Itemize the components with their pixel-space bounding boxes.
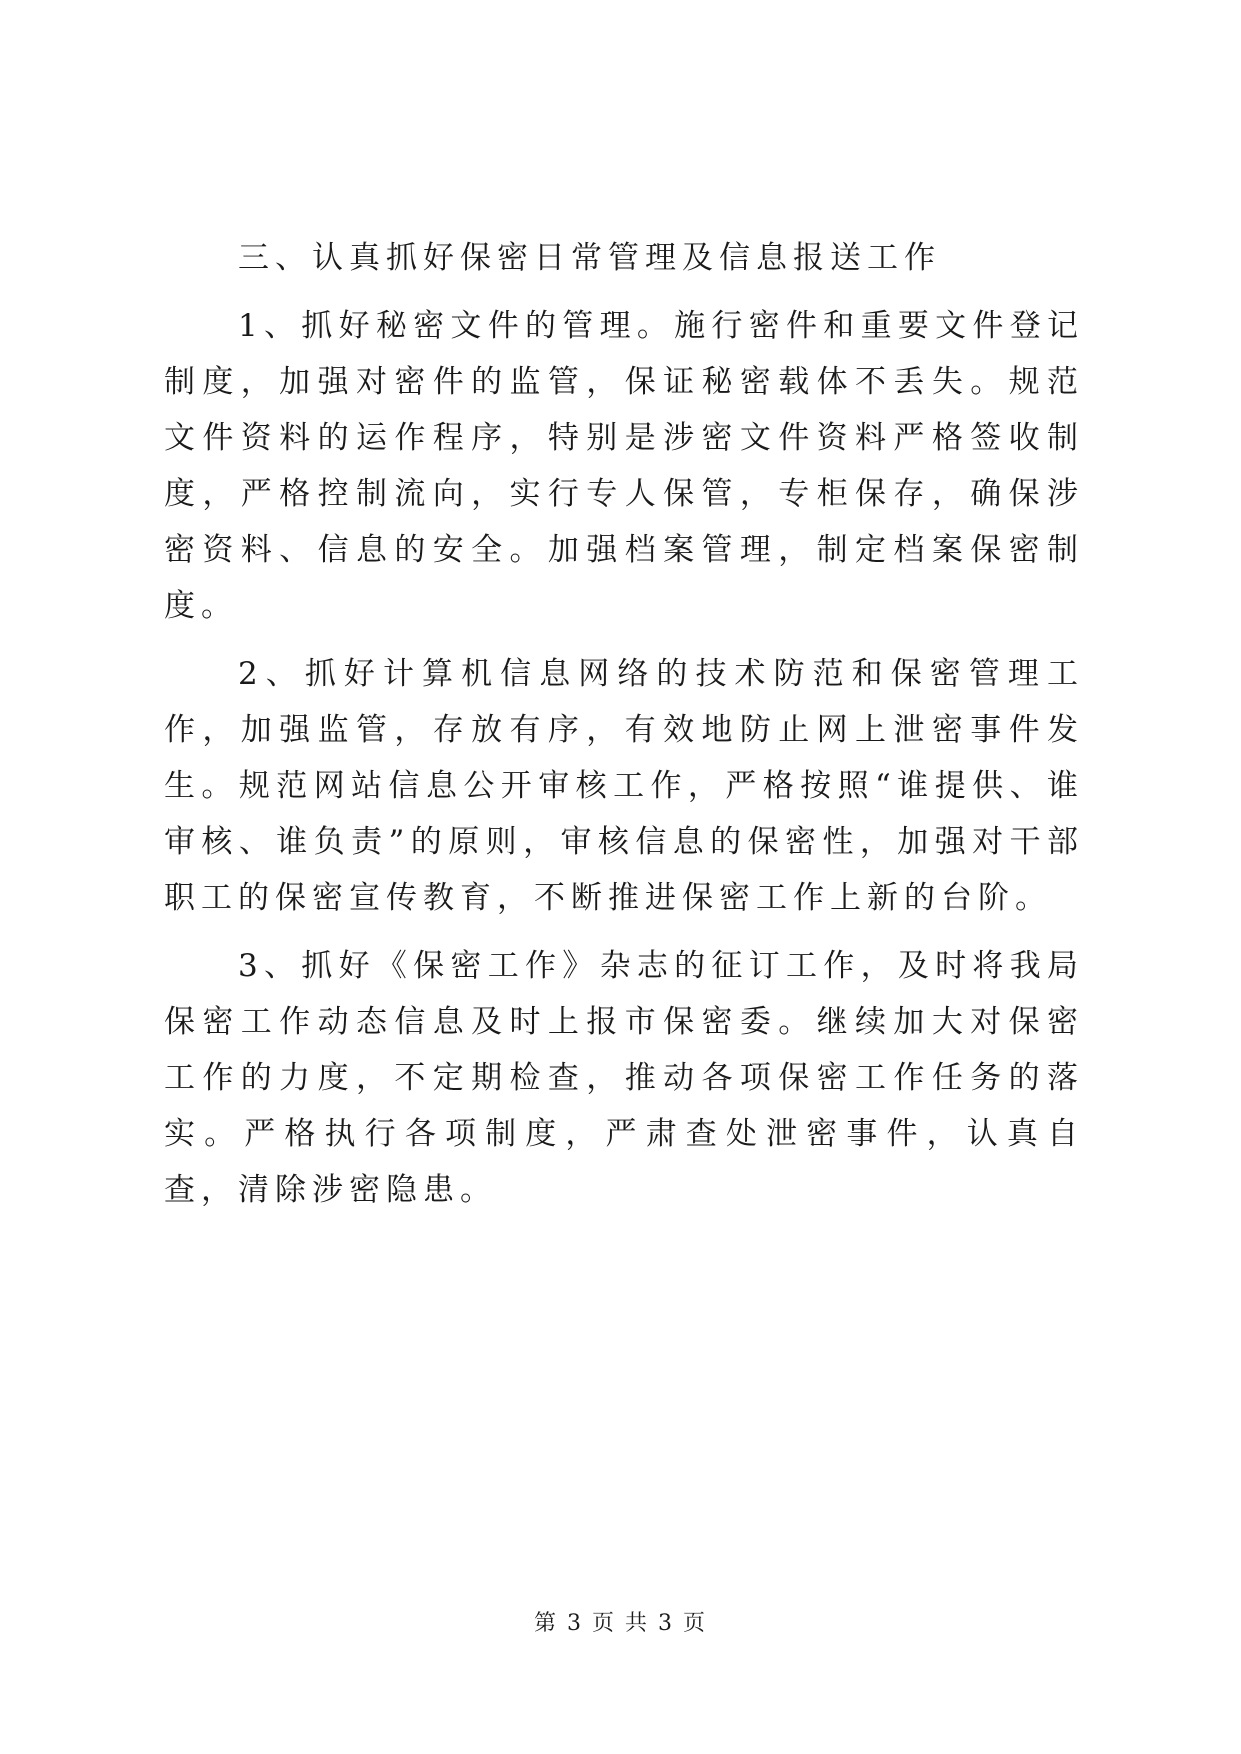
paragraph-2: 2、抓好计算机信息网络的技术防范和保密管理工作，加强监管，存放有序，有效地防止网上泄密事件发生。规范网站信息公开审核工作，严格按照“谁提供、谁审核、谁负责”的原则，审核信息的保密性，加强对干部职工的保密宣传教育，不断推进保密工作上新的台阶。	[164, 656, 1084, 916]
page-number-footer: 第 3 页 共 3 页	[534, 1611, 707, 1636]
section-heading: 三、认真抓好保密日常管理及信息报送工作	[238, 240, 941, 276]
paragraph-3: 3、抓好《保密工作》杂志的征订工作，及时将我局保密工作动态信息及时上报市保密委。继续加大对保密工作的力度，不定期检查，推动各项保密工作任务的落实。严格执行各项制度，严肃查处泄密事件，认真自查，清除涉密隐患。	[164, 948, 1084, 1208]
document-body	[164, 230, 1084, 1230]
paragraph-1: 1、抓好秘密文件的管理。施行密件和重要文件登记制度，加强对密件的监管，保证秘密载体不丢失。规范文件资料的运作程序，特别是涉密文件资料严格签收制度，严格控制流向，实行专人保管，专柜保存，确保涉密资料、信息的安全。加强档案管理，制定档案保密制度。	[164, 308, 1084, 624]
